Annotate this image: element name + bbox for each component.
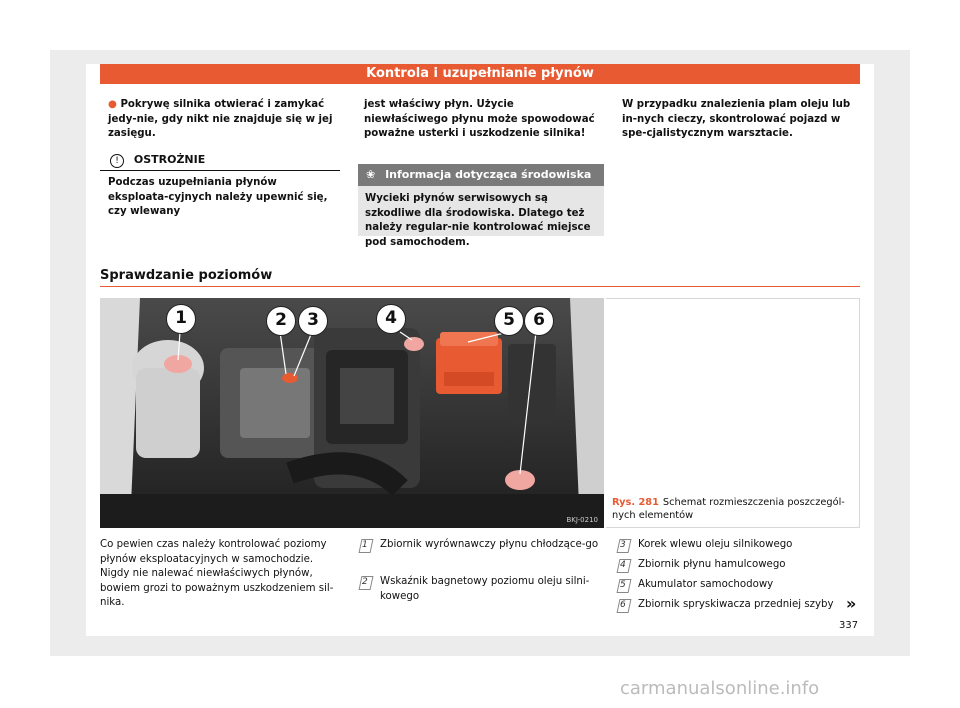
- environment-box: [358, 164, 604, 248]
- legend-number: 4: [620, 558, 626, 573]
- legend-text: Korek wlewu oleju silnikowego: [638, 539, 793, 550]
- warning-title: OSTROŻNIE: [133, 153, 206, 166]
- watermark: carmanualsonline.info: [620, 678, 820, 699]
- bullet-icon: ●: [108, 99, 117, 110]
- warning-box: [100, 150, 340, 217]
- legend-text: Zbiornik wyrównawczy płynu chłodzące-go: [380, 539, 599, 550]
- legend-text: Zbiornik spryskiwacza przedniej szyby: [638, 599, 834, 610]
- legend-number: 6: [620, 598, 626, 613]
- callout-badge-5: 5: [494, 306, 524, 336]
- callout-badge-3: 3: [298, 306, 328, 336]
- continue-arrow-icon: »: [846, 594, 857, 613]
- caption-text: Schemat rozmieszczenia poszczegól-nych elementów: [612, 497, 845, 521]
- callout-badge-4: 4: [376, 304, 406, 334]
- section-title: Sprawdzanie poziomów: [100, 268, 273, 283]
- warning-icon: !: [110, 154, 124, 168]
- legend-text: Zbiornik płynu hamulcowego: [638, 559, 786, 570]
- legend-number: 2: [362, 575, 368, 590]
- environment-title: Informacja dotycząca środowiska: [385, 168, 592, 181]
- flower-icon: ❀: [366, 168, 376, 181]
- col3-paragraph: W przypadku znalezienia plam oleju lub in-nych cieczy, skontrolować pojazd w spe-cjalistycznym warsztacie.: [622, 99, 851, 139]
- legend-number: 1: [362, 538, 368, 553]
- legend-number: 5: [620, 578, 626, 593]
- callout-badge-2: 2: [266, 306, 296, 336]
- body-paragraph: Co pewien czas należy kontrolować poziomy płynów eksploatacyjnych w samochodzie. Nigdy nie nalewać niewłaściwych płynów, bowiem grozi to poważnym uszkodzeniem sil-nika.: [100, 539, 334, 608]
- environment-box-header: [358, 164, 604, 186]
- image-code: BKJ-0210: [566, 516, 598, 524]
- page-number: 337: [839, 620, 859, 631]
- bullet-paragraph: [108, 98, 340, 142]
- figure-caption: [612, 496, 852, 522]
- bullet-text: Pokrywę silnika otwierać i zamykać jedy-nie, gdy nikt nie znajduje się w jej zasięgu.: [108, 99, 333, 139]
- callout-badge-1: 1: [166, 304, 196, 334]
- legend-text: Akumulator samochodowy: [638, 579, 774, 590]
- page-header: Kontrola i uzupełnianie płynów: [100, 64, 860, 84]
- callout-badge-6: 6: [524, 306, 554, 336]
- section-divider: [100, 286, 860, 287]
- engine-bay-illustration: [100, 298, 604, 528]
- caption-label: Rys. 281: [612, 497, 659, 508]
- warning-box-header: [100, 150, 340, 171]
- warning-body: Podczas uzupełniania płynów eksploata-cyjnych należy upewnić się, czy wlewany: [108, 177, 328, 217]
- figure-frame: [606, 298, 860, 528]
- environment-body: Wycieki płynów serwisowych są szkodliwe dla środowiska. Dlatego też należy regular-nie kontrolować miejsce pod samochodem.: [365, 193, 591, 248]
- legend-number: 3: [620, 538, 626, 553]
- legend-text: Wskaźnik bagnetowy poziomu oleju silni-kowego: [380, 576, 590, 602]
- col2-paragraph: jest właściwy płyn. Użycie niewłaściwego płynu może spowodować poważne usterki i uszkodzenie silnika!: [364, 99, 595, 139]
